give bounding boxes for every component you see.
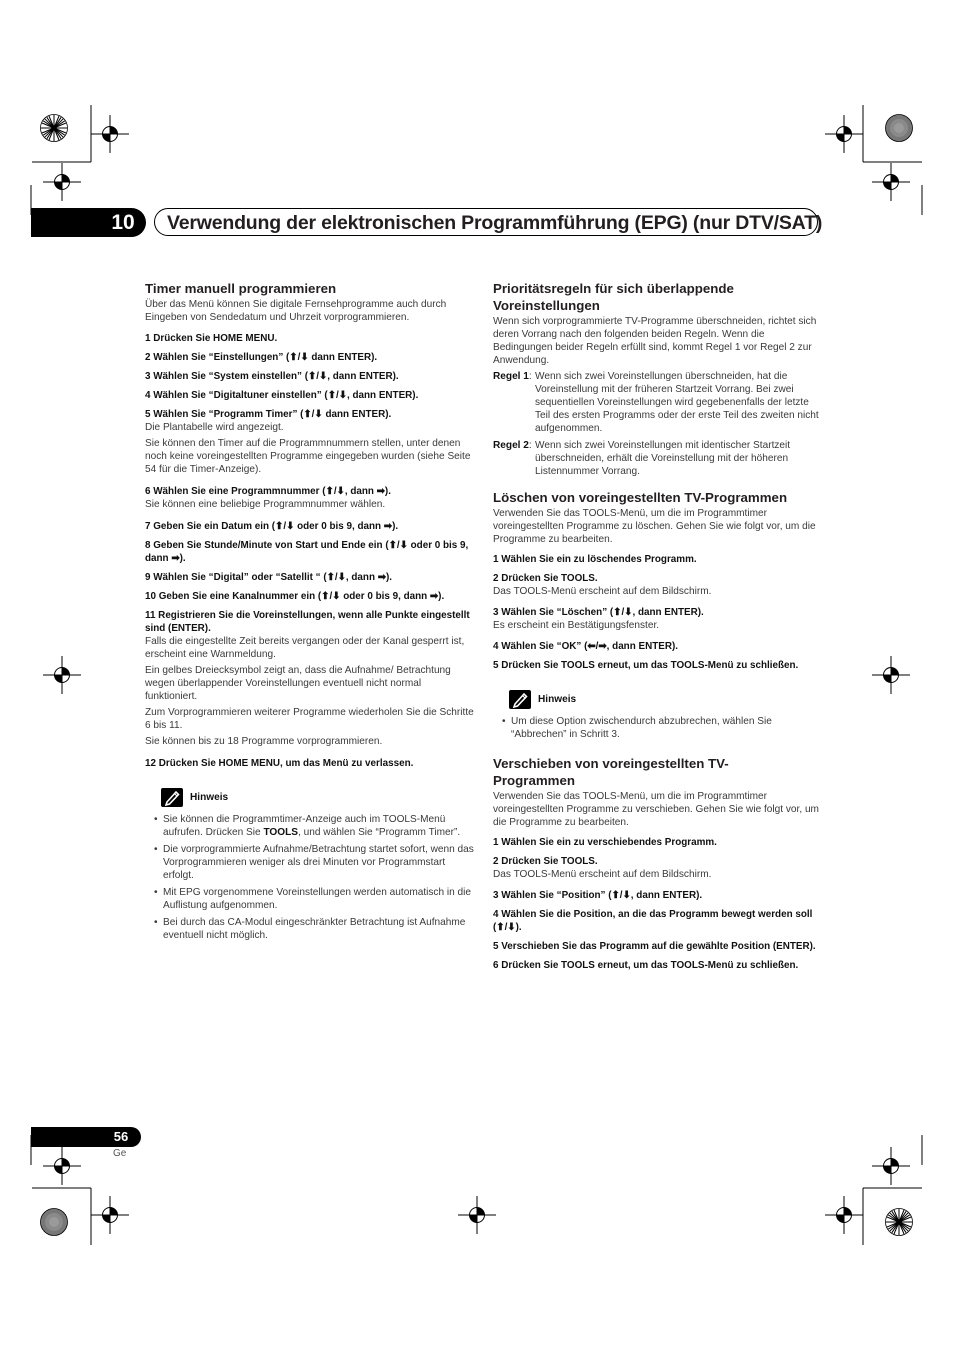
step: 10 Geben Sie eine Kanalnummer ein (⬆/⬇ oder 0 bis 9, dann ➡). xyxy=(145,591,445,602)
step: 2 Drücken Sie TOOLS. xyxy=(493,573,598,584)
pencil-note-icon xyxy=(509,690,531,709)
paragraph: Ein gelbes Dreiecksymbol zeigt an, dass die Aufnahme/ Betrachtung wegen überlappender Voreinstellungen eventuell nicht normal funktioniert. xyxy=(145,665,451,702)
language-code: Ge xyxy=(113,1148,127,1159)
step: 1 Wählen Sie ein zu löschendes Programm. xyxy=(493,554,697,565)
paragraph: Zum Vorprogrammieren weiterer Programme wiederholen Sie die Schritte 6 bis 11. xyxy=(145,707,474,731)
left-column xyxy=(145,280,475,946)
rule-1: Regel 1: Wenn sich zwei Voreinstellungen überschneiden, hat die Voreinstellung mit der früheren Startzeit Vorrang. Bei zwei sequentiellen Voreinstellungen wird gegebenenfalls der letzte Teil des ersten Programms oder der erste Teil des zweiten nicht aufgenommen. xyxy=(493,370,823,435)
paragraph: Die Plantabelle wird angezeigt. xyxy=(145,422,284,433)
step: 3 Wählen Sie “Löschen” (⬆/⬇, dann ENTER). xyxy=(493,607,704,618)
rule-text: Wenn sich zwei Voreinstellungen mit identischer Startzeit überschneiden, erhält die Voreinstellung mit der höheren Listennummer Vorrang. xyxy=(535,440,791,477)
notes-list xyxy=(145,813,475,942)
step: 7 Geben Sie ein Datum ein (⬆/⬇ oder 0 bis 9, dann ➡). xyxy=(145,521,399,532)
notes-list xyxy=(493,715,823,741)
step: 2 Wählen Sie “Einstellungen” (⬆/⬇ dann ENTER). xyxy=(145,352,378,363)
step: 6 Drücken Sie TOOLS erneut, um das TOOLS-Menü zu schließen. xyxy=(493,960,799,971)
pencil-note-icon xyxy=(161,788,183,807)
section-heading-delete: Löschen von voreingestellten TV-Programmen xyxy=(493,490,788,505)
step: 3 Wählen Sie “Position” (⬆/⬇, dann ENTER). xyxy=(493,890,703,901)
rule-label: Regel 2 xyxy=(493,440,529,451)
step: 8 Geben Sie Stunde/Minute von Start und Ende ein (⬆/⬇ oder 0 bis 9, dann ➡). xyxy=(145,540,469,564)
section-heading-move: Verschieben von voreingestellten TV-Programmen xyxy=(493,756,729,788)
right-column xyxy=(493,280,823,978)
step: 9 Wählen Sie “Digital” oder “Satellit “ (⬆/⬇, dann ➡). xyxy=(145,572,393,583)
paragraph: Falls die eingestellte Zeit bereits vergangen oder der Kanal gesperrt ist, erscheint eine Warnmeldung. xyxy=(145,636,465,660)
rule-label: Regel 1 xyxy=(493,371,529,382)
step: 4 Wählen Sie die Position, an die das Programm bewegt werden soll (⬆/⬇). xyxy=(493,909,813,933)
step: 4 Wählen Sie “Digitaltuner einstellen” (⬆/⬇, dann ENTER). xyxy=(145,390,419,401)
note-item: • Um diese Option zwischendurch abzubrechen, wählen Sie “Abbrechen” in Schritt 3. xyxy=(511,715,823,741)
step: 1 Drücken Sie HOME MENU. xyxy=(145,333,278,344)
paragraph: Sie können bis zu 18 Programme vorprogrammieren. xyxy=(145,736,383,747)
paragraph: Das TOOLS-Menü erscheint auf dem Bildschirm. xyxy=(493,869,712,880)
paragraph: Wenn sich vorprogrammierte TV-Programme überschneiden, richtet sich deren Vorrang nach den folgenden beiden Regeln. Wenn die Bedingungen beider Regeln erfüllt sind, kommt Regel 1 vor Regel 2 zur Anwendung. xyxy=(493,316,817,366)
step: 11 Registrieren Sie die Voreinstellungen, wenn alle Punkte eingestellt sind (ENTER). xyxy=(145,610,470,634)
note-header xyxy=(509,690,823,709)
section-heading-priority: Prioritätsregeln für sich überlappende Voreinstellungen xyxy=(493,281,734,313)
page-number: 56 xyxy=(113,1129,129,1144)
note-item: • Bei durch das CA-Modul eingeschränkter Betrachtung ist Aufnahme eventuell nicht möglich. xyxy=(163,916,475,942)
note-label: Hinweis xyxy=(538,694,577,705)
chapter-number: 10 xyxy=(111,211,135,234)
paragraph: Das TOOLS-Menü erscheint auf dem Bildschirm. xyxy=(493,586,712,597)
paragraph: Sie können den Timer auf die Programmnummern stellen, unter denen noch keine voreingestellten Programme eingegeben wurden (siehe Seite 54 für die Timer-Anzeige). xyxy=(145,438,471,475)
step: 6 Wählen Sie eine Programmnummer (⬆/⬇, dann ➡). xyxy=(145,486,391,497)
paragraph: Verwenden Sie das TOOLS-Menü, um die im Programmtimer voreingestellten Programme zu löschen. Gehen Sie wie folgt vor, um die Programme zu bearbeiten. xyxy=(493,508,816,545)
section-heading-timer: Timer manuell programmieren xyxy=(145,281,337,296)
rule-2: Regel 2: Wenn sich zwei Voreinstellungen mit identischer Startzeit überschneiden, erhält die Voreinstellung mit der höheren Listennummer Vorrang. xyxy=(493,439,823,478)
note-label: Hinweis xyxy=(190,792,229,803)
chapter-title: Verwendung der elektronischen Programmführung (EPG) (nur DTV/SAT) xyxy=(154,208,818,236)
note-item: • Mit EPG vorgenommene Voreinstellungen werden automatisch in die Auflistung aufgenommen. xyxy=(163,886,475,912)
step: 12 Drücken Sie HOME MENU, um das Menü zu verlassen. xyxy=(145,758,414,769)
step: 5 Drücken Sie TOOLS erneut, um das TOOLS-Menü zu schließen. xyxy=(493,660,799,671)
rule-text: Wenn sich zwei Voreinstellungen überschneiden, hat die Voreinstellung mit der früheren Startzeit Vorrang. Bei zwei sequentiellen Voreinstellungen wird gegebenenfalls der letzte Teil des ersten Programms oder der erste Teil des zweiten nicht aufgenommen. xyxy=(535,371,819,434)
paragraph: Sie können eine beliebige Programmnummer wählen. xyxy=(145,499,386,510)
paragraph: Es erscheint ein Bestätigungsfenster. xyxy=(493,620,660,631)
step: 5 Wählen Sie “Programm Timer” (⬆/⬇ dann ENTER). xyxy=(145,409,392,420)
step: 1 Wählen Sie ein zu verschiebendes Programm. xyxy=(493,837,717,848)
note-header xyxy=(161,788,475,807)
note-item: • Sie können die Programmtimer-Anzeige auch im TOOLS-Menü aufrufen. Drücken Sie TOOLS, und wählen Sie “Programm Timer”. xyxy=(163,813,475,839)
step: 5 Verschieben Sie das Programm auf die gewählte Position (ENTER). xyxy=(493,941,816,952)
paragraph: Verwenden Sie das TOOLS-Menü, um die im Programmtimer voreingestellten Programme zu verschieben. Gehen Sie wie folgt vor, um die Programme zu bearbeiten. xyxy=(493,791,819,828)
note-item: • Die vorprogrammierte Aufnahme/Betrachtung startet sofort, wenn das Vorprogrammieren weniger als drei Minuten vor Programmstart erfolgt. xyxy=(163,843,475,882)
step: 4 Wählen Sie “OK” (⬅/➡, dann ENTER). xyxy=(493,641,678,652)
step: 2 Drücken Sie TOOLS. xyxy=(493,856,598,867)
step: 3 Wählen Sie “System einstellen” (⬆/⬇, dann ENTER). xyxy=(145,371,399,382)
paragraph: Über das Menü können Sie digitale Fernsehprogramme auch durch Eingeben von Sendedatum und Uhrzeit vorprogrammieren. xyxy=(145,299,447,323)
